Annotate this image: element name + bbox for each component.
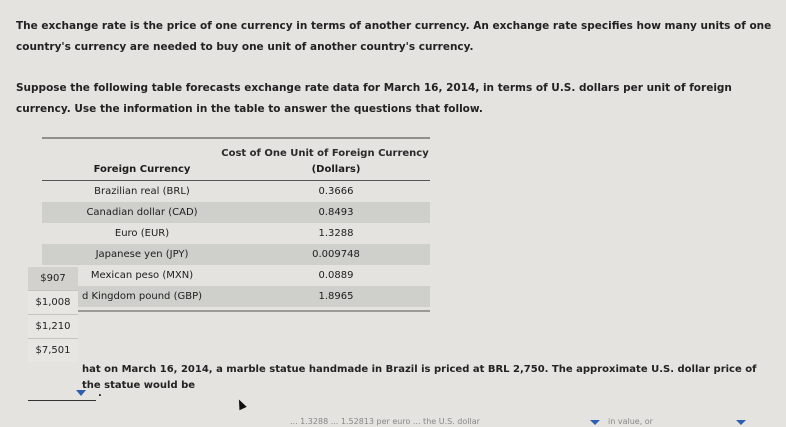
value-cell: 0.3666 [318,186,354,197]
header-foreign-currency: Foreign Currency [93,164,191,175]
table-row [42,223,430,244]
value-cell: 0.8493 [318,207,354,218]
value-cell: 0.009748 [312,249,360,260]
currency-cell: Japanese yen (JPY) [95,249,189,260]
footer-partial-text: ... 1.3288 ... 1.52813 per euro ... the U.S. dollar [290,417,480,426]
table-row [42,181,430,202]
table-row [42,202,430,223]
currency-cell: Brazilian real (BRL) [94,186,190,197]
table-title: Cost of One Unit of Foreign Currency [221,148,429,159]
currency-cell: Mexican peso (MXN) [90,270,194,281]
value-cell: 0.0889 [318,270,354,281]
value-cell: 1.3288 [318,228,354,239]
answer-select[interactable] [28,386,96,401]
table-bottom-rule [42,310,430,312]
table-row [42,286,430,307]
mouse-cursor-icon [235,398,246,410]
intro-paragraph-1: The exchange rate is the price of one currency in terms of another currency. An exchange rate specifies how many units of one country's currency are needed to buy one unit of another country's currency. [16,20,772,53]
dropdown-option-907[interactable]: $907 [28,267,78,291]
dropdown-option-7501[interactable]: $7,501 [28,339,78,362]
table-top-rule [42,137,430,139]
sentence-period: . [98,388,102,399]
value-cell: 1.8965 [318,291,354,302]
chevron-down-icon [76,390,86,396]
exchange-rate-table [42,137,430,312]
question-text: hat on March 16, 2014, a marble statue handmade in Brazil is priced at BRL 2,750. The approximate U.S. dollar price of the statue would be [82,364,757,391]
footer-right-text: in value, or [608,417,653,426]
table-header [42,162,430,181]
table-row [42,265,430,286]
header-dollars: (Dollars) [311,164,361,175]
currency-cell: Canadian dollar (CAD) [86,207,198,218]
currency-cell: d Kingdom pound (GBP) [81,291,203,302]
chevron-down-icon[interactable] [590,420,600,425]
dropdown-option-1008[interactable]: $1,008 [28,291,78,315]
table-row [42,244,430,265]
currency-cell: Euro (EUR) [114,228,170,239]
answer-dropdown-menu [28,267,78,362]
intro-paragraph-2: Suppose the following table forecasts exchange rate data for March 16, 2014, in terms of U.S. dollars per unit of foreign currency. Use the information in the table to answer the questions that follow. [16,82,732,115]
chevron-down-icon[interactable] [736,420,746,425]
dropdown-option-1210[interactable]: $1,210 [28,315,78,339]
